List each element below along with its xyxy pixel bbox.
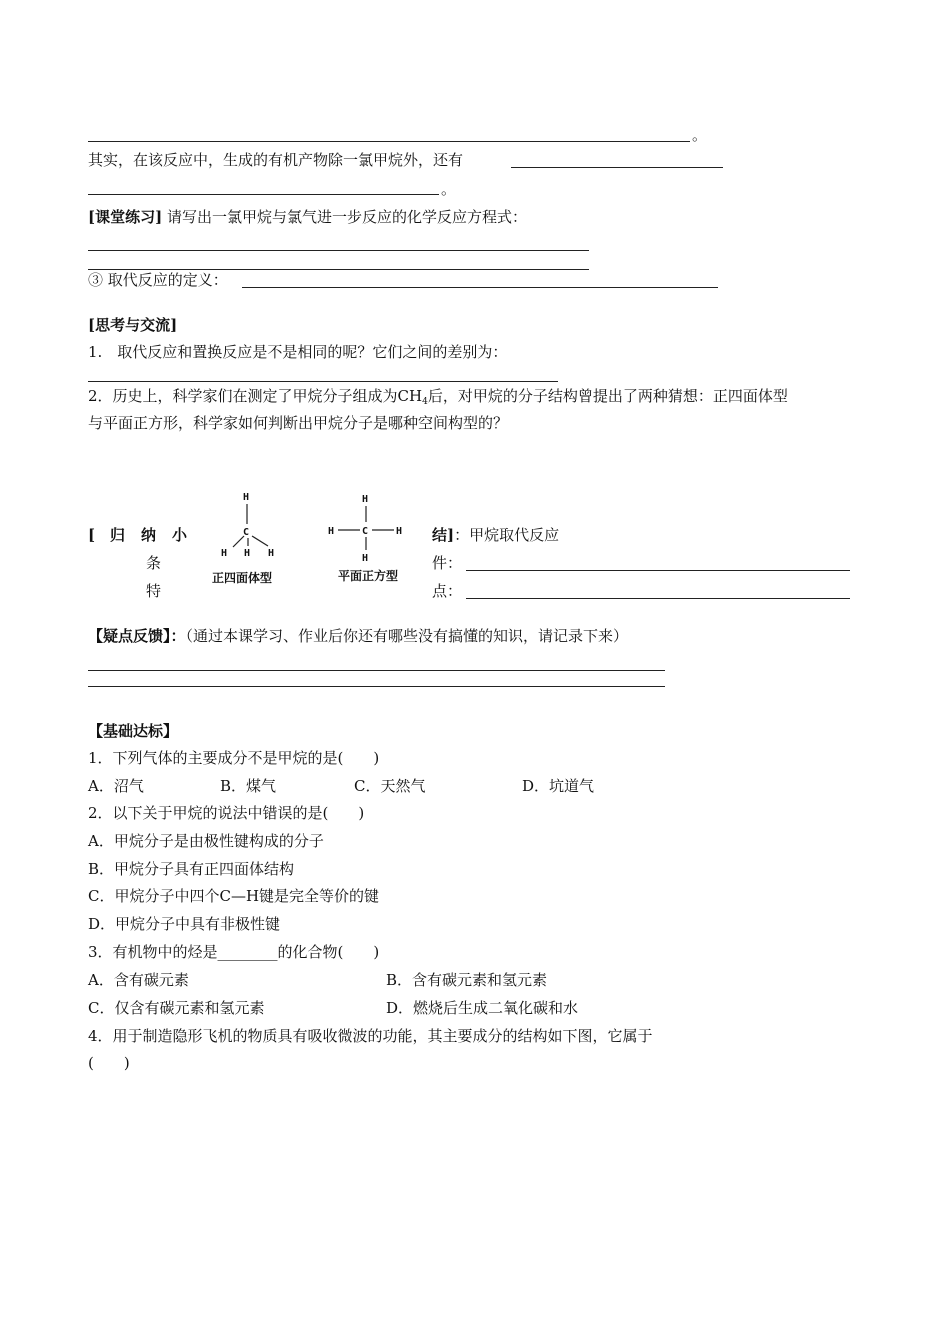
practice-label: [课堂练习] [88, 208, 163, 226]
atom-h: H [362, 494, 369, 505]
answer-line[interactable] [466, 598, 850, 599]
discuss-q2 [88, 387, 788, 408]
option[interactable]: B．含有碳元素和氢元素 [386, 971, 548, 989]
summary-char: 条 [146, 554, 162, 572]
answer-line[interactable] [88, 686, 665, 687]
answer-line[interactable] [466, 570, 850, 571]
question-3: 3．有机物中的烃是________的化合物( ) [88, 943, 380, 961]
discuss-title: [思考与交流] [88, 316, 178, 334]
answer-line[interactable] [88, 141, 690, 142]
answer-paren: ( ) [88, 1054, 130, 1072]
summary-bracket: [ [88, 526, 96, 544]
discuss-q2-pre: 2．历史上，科学家们在测定了甲烷分子组成为CH [88, 387, 423, 405]
feedback-prompt [88, 627, 628, 645]
option[interactable]: C．仅含有碳元素和氢元素 [88, 999, 265, 1017]
option[interactable]: C．甲烷分子中四个C—H键是完全等价的键 [88, 887, 380, 905]
period: 。 [441, 180, 457, 198]
answer-line[interactable] [88, 194, 439, 195]
summary-char: 小 [172, 526, 188, 544]
practice-question [88, 208, 527, 226]
discuss-q2-line2: 与平面正方形，科学家如何判断出甲烷分子是哪种空间构型的？ [88, 414, 509, 432]
option[interactable]: A．甲烷分子是由极性键构成的分子 [88, 832, 324, 850]
atom-h: H [362, 553, 369, 564]
option[interactable]: A．含有碳元素 [88, 971, 189, 989]
atom-c: C [362, 526, 369, 537]
atom-h: H [328, 526, 335, 537]
option[interactable]: C．天然气 [354, 777, 426, 795]
summary-char: 归 [110, 526, 126, 544]
feedback-text: （通过本课学习、作业后你还有哪些没有搞懂的知识，请记录下来） [185, 627, 629, 645]
summary-end-bold: 结] [432, 526, 455, 544]
discuss-q2-post: 后，对甲烷的分子结构曾提出了两种猜想：正四面体型 [427, 387, 788, 405]
summary-end [432, 526, 559, 544]
tetrahedral-caption: 正四面体型 [212, 571, 273, 585]
answer-line[interactable] [511, 167, 723, 168]
square-planar-methane-diagram [324, 488, 424, 588]
option[interactable]: D．燃烧后生成二氧化碳和水 [386, 999, 579, 1017]
square-caption: 平面正方型 [338, 569, 399, 583]
question-1: 1．下列气体的主要成分不是甲烷的是( ) [88, 749, 380, 767]
atom-h: H [244, 548, 251, 559]
basics-title: 【基础达标】 [88, 722, 179, 740]
conditions-label: 件： [432, 554, 463, 572]
tetrahedral-methane-diagram [208, 488, 298, 588]
atom-h: H [243, 492, 250, 503]
atom-c: C [243, 527, 250, 538]
summary-char: 特 [146, 582, 162, 600]
option[interactable]: D．坑道气 [522, 777, 595, 795]
option[interactable]: B．煤气 [220, 777, 277, 795]
discuss-q1: 1. 取代反应和置换反应是不是相同的呢？它们之间的差别为： [88, 343, 508, 361]
answer-line[interactable] [242, 287, 718, 288]
option[interactable]: A．沼气 [88, 777, 144, 795]
summary-end-rest: ：甲烷取代反应 [454, 526, 560, 544]
summary-char: 纳 [141, 526, 157, 544]
question-2: 2．以下关于甲烷的说法中错误的是( ) [88, 804, 365, 822]
atom-h: H [396, 526, 403, 537]
atom-h: H [221, 548, 228, 559]
answer-line[interactable] [88, 670, 665, 671]
answer-line[interactable] [88, 381, 558, 382]
answer-line[interactable] [88, 250, 589, 251]
feedback-label: 【疑点反馈】： [88, 627, 186, 645]
question-4: 4．用于制造隐形飞机的物质具有吸收微波的功能，其主要成分的结构如下图，它属于 [88, 1027, 653, 1045]
subscript: 4 [422, 397, 428, 407]
definition-prompt: ③ 取代反应的定义： [88, 271, 228, 289]
answer-line[interactable] [88, 269, 589, 270]
intro-text: 其实，在该反应中，生成的有机产物除一氯甲烷外，还有 [88, 151, 464, 169]
practice-text: 请写出一氯甲烷与氯气进一步反应的化学反应方程式： [166, 208, 527, 226]
option[interactable]: D．甲烷分子中具有非极性键 [88, 915, 281, 933]
option[interactable]: B．甲烷分子具有正四面体结构 [88, 860, 295, 878]
features-label: 点： [432, 582, 463, 600]
atom-h: H [268, 548, 275, 559]
period: 。 [692, 126, 708, 144]
